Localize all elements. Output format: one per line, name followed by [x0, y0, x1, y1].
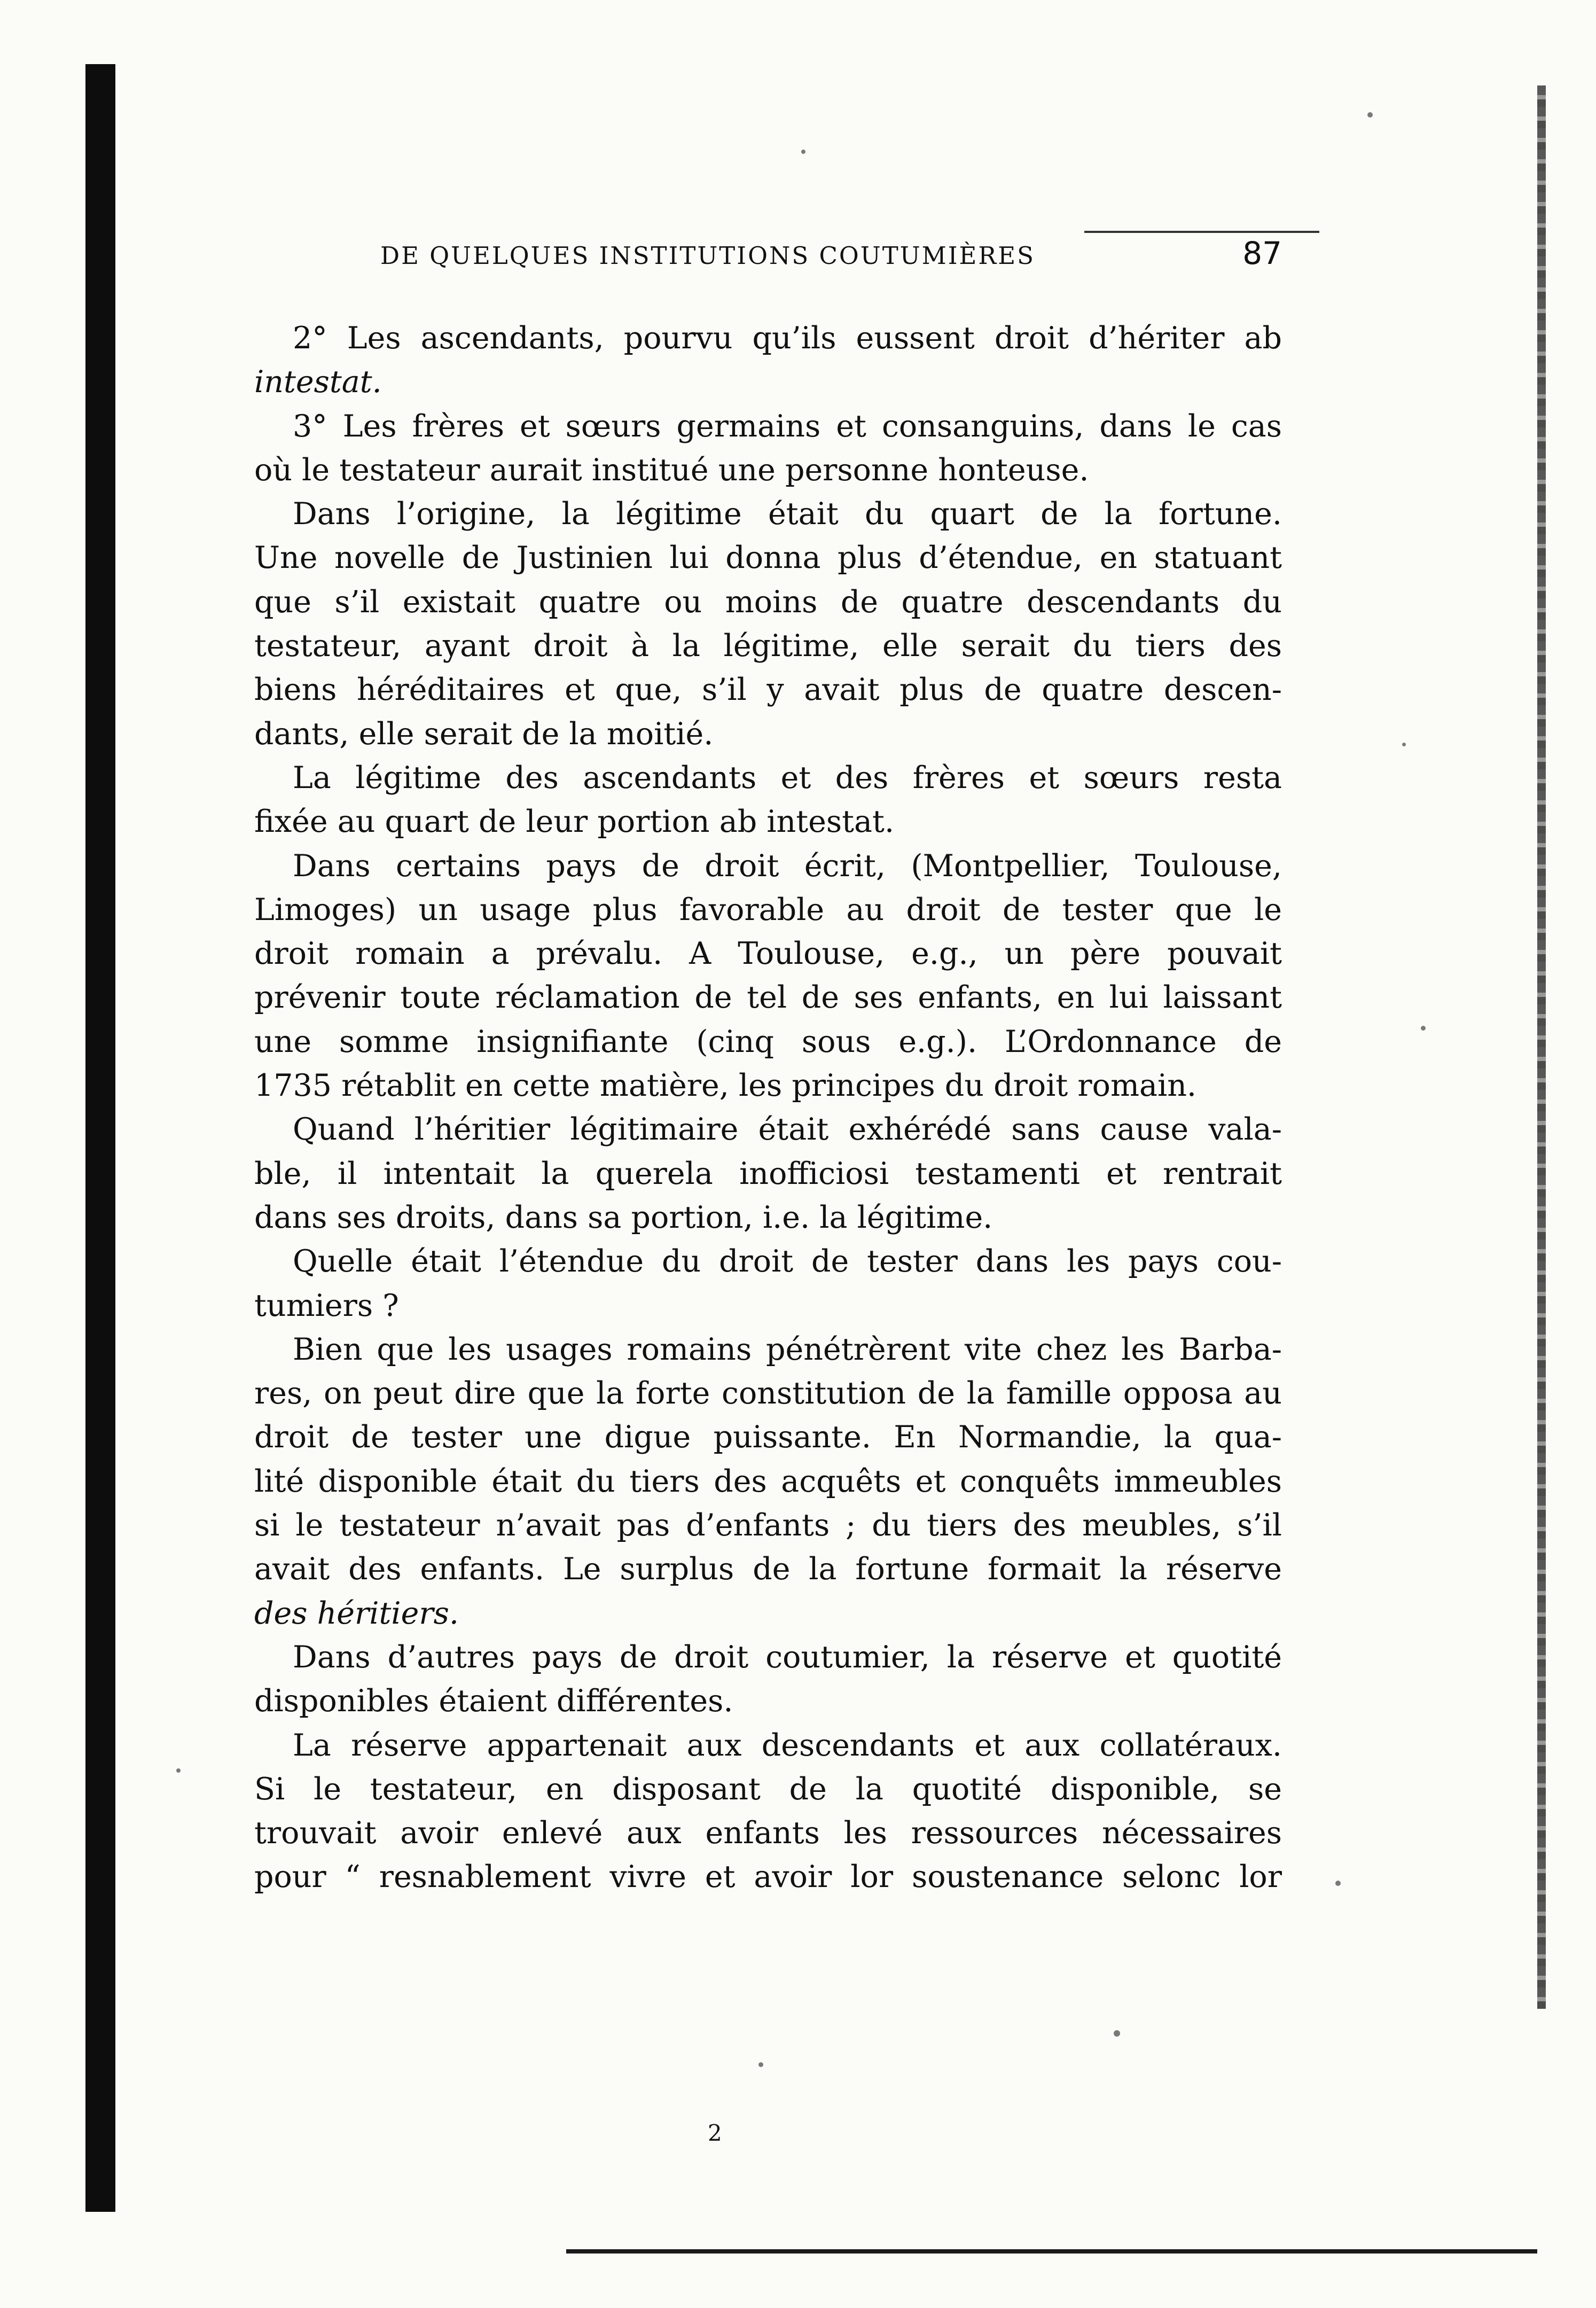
text-line: dans ses droits, dans sa portion, i.e. la légitime.: [254, 1199, 993, 1235]
signature-mark: 2: [708, 2120, 722, 2146]
text-line: où le testateur aurait institué une personne honteuse.: [254, 452, 1089, 488]
scan-speck: [1114, 2030, 1120, 2037]
text-line: La réserve appartenait aux descendants et aux collatéraux.: [293, 1727, 1282, 1763]
scan-speck: [1335, 1881, 1341, 1886]
text-line: si le testateur n’avait pas d’enfants ; du tiers des meubles, s’il: [254, 1508, 1282, 1543]
page-number: 87: [1242, 235, 1282, 271]
main-text: [254, 316, 1282, 1999]
text-line: Si le testateur, en disposant de la quotité disponible, se: [254, 1771, 1282, 1807]
text-line: Dans d’autres pays de droit coutumier, la réserve et quotité: [293, 1639, 1282, 1675]
text-line: testateur, ayant droit à la légitime, elle serait du tiers des: [254, 628, 1282, 664]
text-line: 3° Les frères et sœurs germains et consanguins, dans le cas: [293, 408, 1282, 444]
text-line: droit de tester une digue puissante. En Normandie, la qua-: [254, 1420, 1282, 1455]
text-line: Limoges) un usage plus favorable au droit de tester que le: [254, 892, 1282, 927]
scan-speck: [1367, 112, 1373, 118]
text-line: Dans l’origine, la légitime était du quart de la fortune.: [293, 496, 1282, 532]
text-line: des héritiers.: [254, 1595, 459, 1631]
text-line: Dans certains pays de droit écrit, (Montpellier, Toulouse,: [293, 848, 1282, 884]
scan-edge-noise: [1537, 85, 1546, 2009]
header-rule: [1084, 231, 1319, 233]
text-line: prévenir toute réclamation de tel de ses enfants, en lui laissant: [254, 980, 1282, 1016]
text-line: res, on peut dire que la forte constitution de la famille opposa au: [254, 1376, 1282, 1412]
text-line: fixée au quart de leur portion ab intestat.: [254, 804, 895, 840]
text-line: pour “ resnablement vivre et avoir lor soustenance selonc lor: [254, 1859, 1282, 1895]
text-line: que s’il existait quatre ou moins de quatre descendants du: [254, 584, 1282, 620]
running-title: DE QUELQUES INSTITUTIONS COUTUMIÈRES: [380, 241, 1035, 270]
text-line: Bien que les usages romains pénétrèrent vite chez les Barba-: [293, 1331, 1282, 1367]
text-line: une somme insignifiante (cinq sous e.g.). L’Ordonnance de: [254, 1024, 1282, 1059]
text-line: tumiers ?: [254, 1288, 399, 1323]
text-line: 2° Les ascendants, pourvu qu’ils eussent droit d’hériter ab: [293, 321, 1282, 356]
text-line: trouvait avoir enlevé aux enfants les ressources nécessaires: [254, 1815, 1282, 1851]
text-line: dants, elle serait de la moitié.: [254, 716, 714, 752]
text-line: Une novelle de Justinien lui donna plus d’étendue, en statuant: [254, 540, 1282, 576]
text-line: Quand l’héritier légitimaire était exhérédé sans cause vala-: [293, 1112, 1282, 1148]
scan-speck: [176, 1768, 181, 1773]
text-line: 1735 rétablit en cette matière, les principes du droit romain.: [254, 1068, 1197, 1104]
text-line: disponibles étaient différentes.: [254, 1683, 733, 1719]
text-line: biens héréditaires et que, s’il y avait plus de quatre descen-: [254, 672, 1282, 708]
text-line: Quelle était l’étendue du droit de tester dans les pays cou-: [293, 1244, 1282, 1280]
text-line: La légitime des ascendants et des frères et sœurs resta: [293, 760, 1282, 796]
page-header: [380, 235, 1282, 271]
scan-speck: [758, 2062, 763, 2067]
bottom-rule: [566, 2249, 1537, 2254]
scan-speck: [1402, 743, 1406, 746]
text-line: intestat.: [254, 364, 382, 400]
text-line: droit romain a prévalu. A Toulouse, e.g., un père pouvait: [254, 936, 1282, 972]
text-line: ble, il intentait la querela inofficiosi testamenti et rentrait: [254, 1156, 1282, 1191]
scan-speck: [1421, 1026, 1426, 1031]
binding-shadow: [85, 64, 115, 2212]
text-line: lité disponible était du tiers des acquêts et conquêts immeubles: [254, 1463, 1282, 1499]
text-line: avait des enfants. Le surplus de la fortune formait la réserve: [254, 1551, 1282, 1587]
scan-speck: [801, 150, 805, 154]
